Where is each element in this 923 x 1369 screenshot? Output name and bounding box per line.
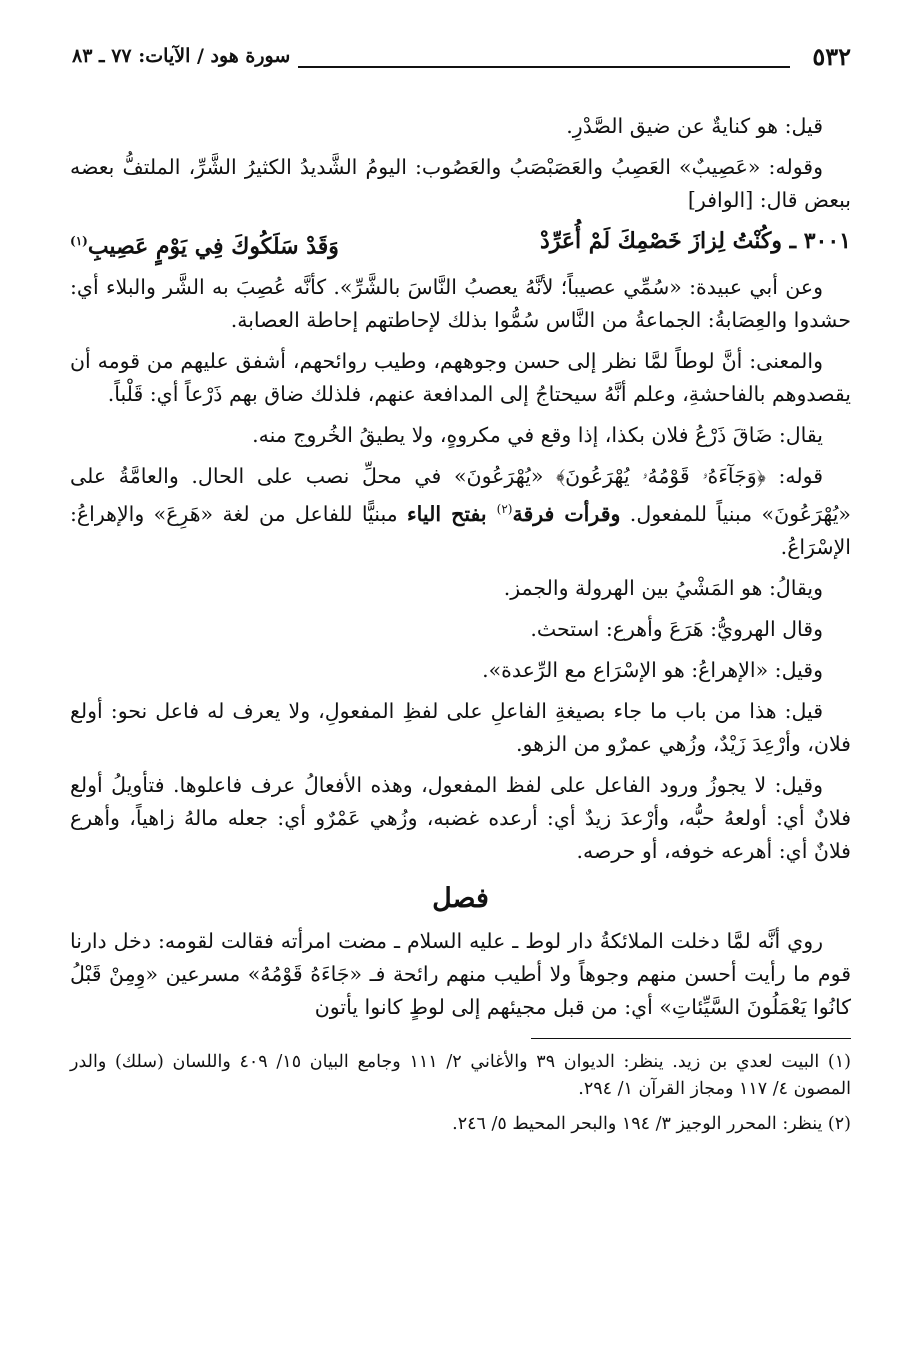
page-number: ٥٣٢ [812, 41, 851, 71]
paragraph-6-part-d: مبنيًّا للفاعل من لغة «هَرِعَ» والإهراعُ: الإسْرَاعُ. [70, 502, 851, 560]
verse-first-hemistich [540, 225, 851, 263]
running-title: سورة هود / الآيات: ٧٧ ـ ٨٣ [72, 45, 291, 67]
verse-second-text: وَقَدْ سَلَكُوكَ فِي يَوْمٍ عَصِيبِ [87, 233, 339, 260]
verse-second-hemistich [70, 225, 339, 263]
header-rule [298, 66, 790, 68]
section-heading: فصل [432, 883, 489, 915]
paragraph-6-part-a: قوله: ﴿وَجَآءَهُۥ قَوْمُهُۥ يُهْرَعُونَ﴾ «يُهْرَعُونَ» في محلِّ نصب على الحال. والعامَّةُ على «يُهْرَعُونَ» مبنياً للمفعول. [70, 464, 851, 527]
paragraph-12: روي أنَّه لمَّا دخلت الملائكةُ دار لوط ـ عليه السلام ـ مضت امرأته فقالت لقومه: دخل دارنا قوم ما رأيت أحسن منهم وجوهاً ولا أطيب منهم رائحة فـ «جَاءَهُ قَوْمُهُ» مسرعين «وِمِنْ قَبْلُ كانُوا يَعْمَلُونَ السَّيِّئاتِ» أي: من قبل مجيئهم إلى لوطٍ كانوا يأتون [70, 929, 851, 1020]
footnote-marker-1: (١) [70, 234, 88, 248]
paragraph-7: ويقالُ: هو المَشْيُ بين الهرولة والجمز. [503, 576, 823, 601]
page-header [72, 38, 851, 74]
main-text [70, 110, 851, 1146]
poetry-verse [70, 225, 851, 263]
footnotes [70, 1049, 851, 1138]
paragraph-6-part-c: بفتح الياء [407, 502, 497, 527]
verse-number: ٣٠٠١ ـ [789, 228, 851, 254]
footnote-1: (١) البيت لعدي بن زيد. ينظر: الديوان ٣٩ والأغاني ٢/ ١١١ وجامع البيان ١٥/ ٤٠٩ واللسان (سلك) والدر المصون ٤/ ١١٧ ومجاز القرآن ١/ ٢٩٤. [70, 1052, 851, 1100]
paragraph-3: وعن أبي عبيدة: «سُمِّي عصيباً؛ لأنَّهُ يعصبُ النَّاسَ بالشَّرِّ». كأنَّه عُصِبَ به الشَّر والبلاء أي: حشدوا والعِصَابةُ: الجماعةُ من النَّاس سُمُّوا بذلك لإحاطتهم إحاطة العصابة. [70, 275, 851, 333]
paragraph-4: والمعنى: أنَّ لوطاً لمَّا نظر إلى حسن وجوههم، وطيب روائحهم، أشفق عليهم من قومه أن يقصدوهم بالفاحشةِ، وعلم أنَّهُ سيحتاجُ إلى المدافعة عنهم، فلذلك ضاق بهم ذَرْعاً أي: قَلْباً. [70, 349, 851, 407]
paragraph-8: وقال الهرويُّ: هَرَعَ وأهرع: استحث. [530, 617, 823, 642]
paragraph-9: وقيل: «الإهراعُ: هو الإسْرَاع مع الرِّعدة». [482, 658, 823, 683]
paragraph-6 [70, 460, 851, 564]
footnote-marker-2: (٢) [496, 502, 513, 517]
paragraph-5: يقال: ضَاقَ ذَرْعُ فلان بكذا، إذا وقع في مكروهٍ، ولا يطيقُ الخُروج منه. [252, 423, 823, 448]
paragraph-10: قيل: هذا من باب ما جاء بصيغةِ الفاعلِ على لفظِ المفعولِ، ولا يعرف له فاعل نحو: أولع فلان، وأرْعِدَ زَيْدٌ، وزُهي عمرٌو من الزهو. [70, 699, 851, 757]
footnote-divider [531, 1038, 851, 1039]
paragraph-1: قيل: هو كنايةٌ عن ضيق الصَّدْرِ. [566, 114, 823, 138]
footnote-2: (٢) ينظر: المحرر الوجيز ٣/ ١٩٤ والبحر المحيط ٥/ ٢٤٦. [452, 1114, 851, 1135]
paragraph-2: وقوله: «عَصِيبٌ» العَصِبُ والعَصَبْصَبُ والعَصُوب: اليومُ الشَّديدُ الكثيرُ الشَّرِّ، الملتفُّ بعضه ببعض قال: [الوافر] [70, 155, 851, 212]
verse-first-text: وكُنْتُ لِزازَ خَصْمِكَ لَمْ أُعَرِّدْ [539, 228, 782, 254]
paragraph-6-part-b: وقرأت فرقة [512, 502, 621, 527]
paragraph-11: وقيل: لا يجوزُ ورود الفاعل على لفظ المفعول، وهذه الأفعالُ عرف فاعلوها. فتأويلُ أولع فلانٌ أي: أولعهُ حبُّه، وأرْعدَ زيدٌ أي: أرعده غضبه، وزُهي عَمْرٌو أي: جعله مالهُ زاهياً، وأهرع فلانٌ أي: أهرعه خوفه، أو حرصه. [70, 773, 851, 864]
